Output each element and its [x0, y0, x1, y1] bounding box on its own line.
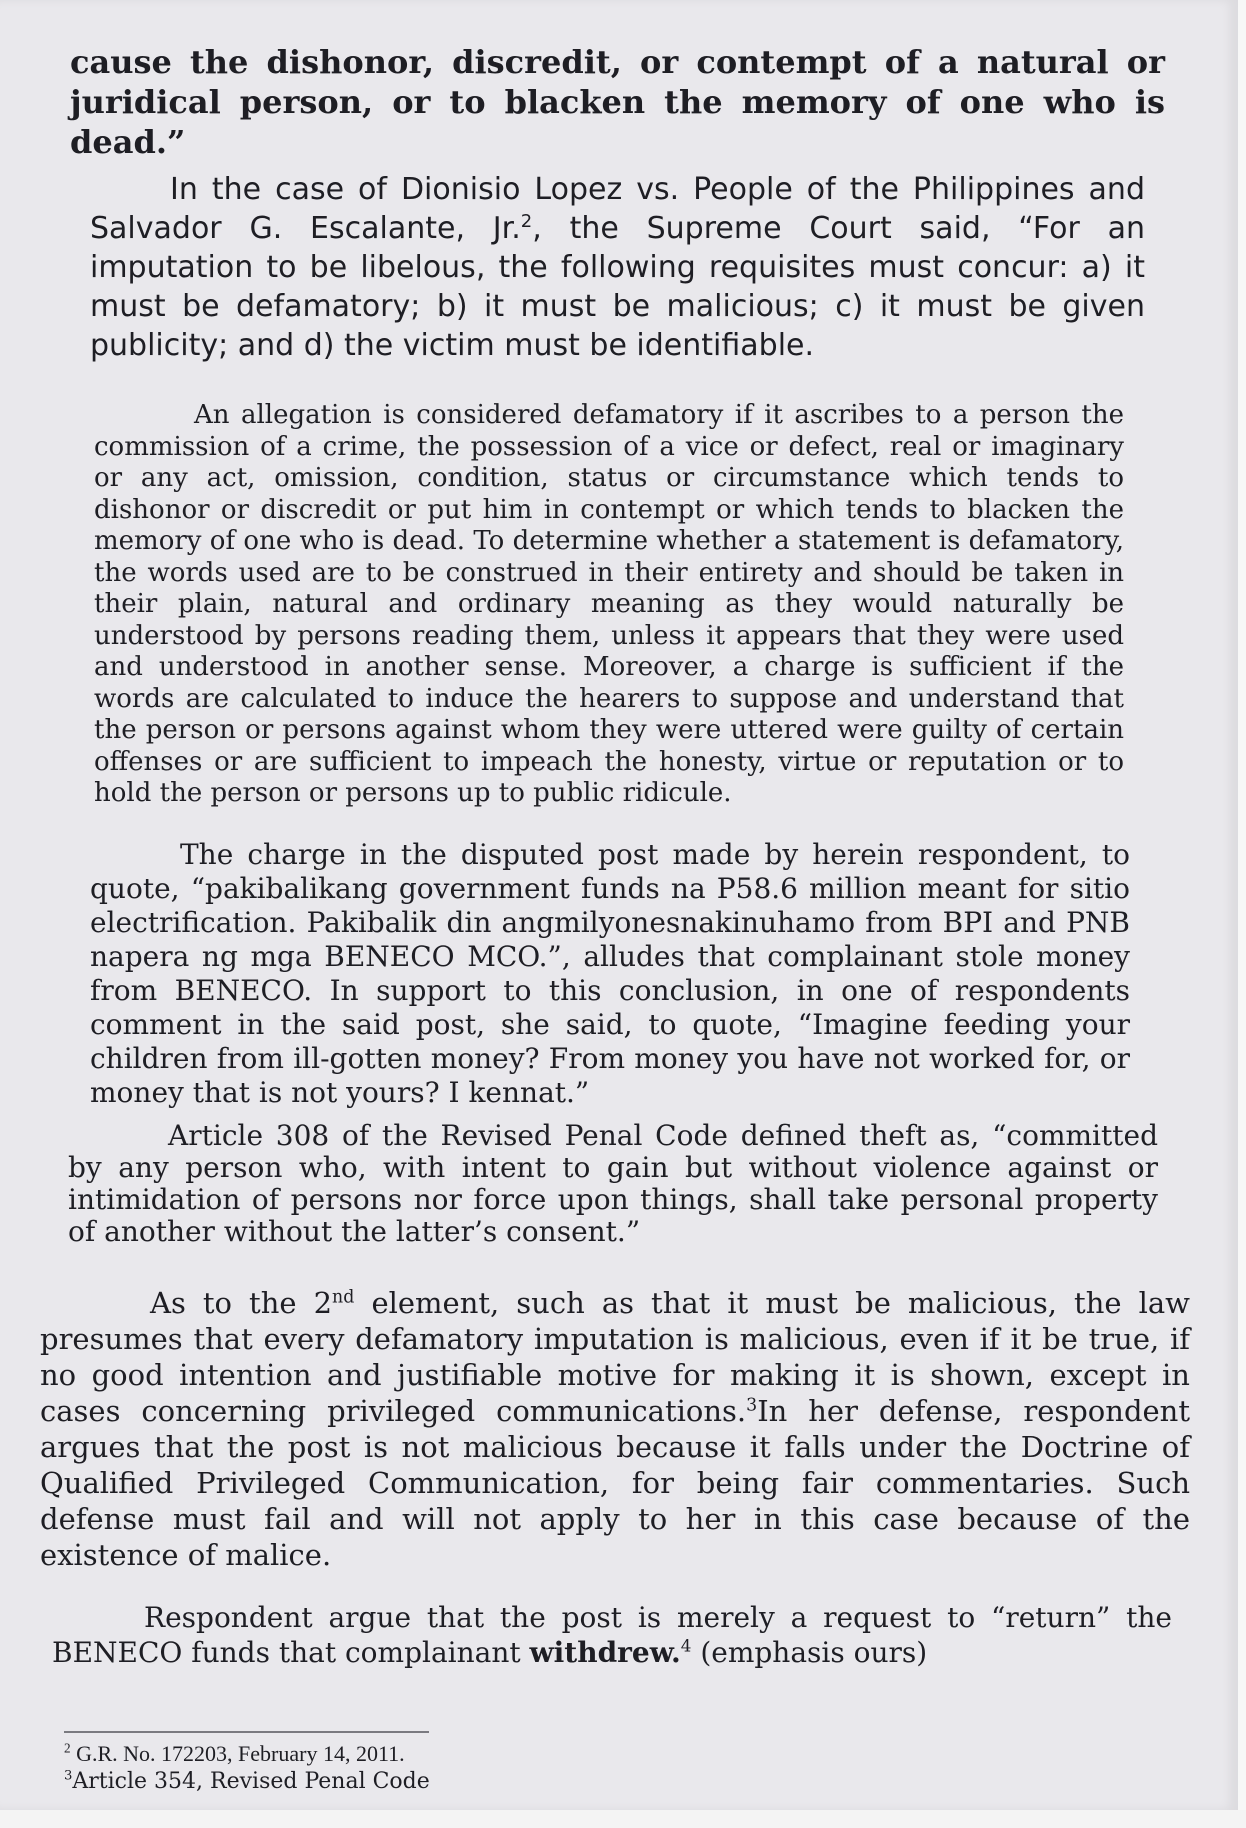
footnote-text: Article 354, Revised Penal Code: [72, 1769, 430, 1794]
paragraph-disputed-post: The charge in the disputed post made by herein respondent, to quote, “pakibalikang government funds na P58.6 million meant for sitio electrification. Pakibalik din angmilyonesnakinuhamo from BPI and PNB napera ng mga BENECO MCO.”, alludes that complainant stole money from BENECO. In support to this conclusion, in one of respondents comment in the said post, she said, to quote, “Imagine feeding your children from ill-gotten money? From money you have not worked for, or money that is not yours? I kennat.”: [90, 838, 1130, 1109]
footnote-mark: 3: [64, 1768, 73, 1784]
paragraph-text: , the Supreme Court said, “For an imputation to be libelous, the following requisites must concur: a) it must be defamatory; b) it must be malicious; c) it must be given publicity; and d) the victim must be identifiable.: [90, 211, 1145, 363]
paragraph-lopez-case: [90, 170, 1145, 365]
paragraph-text: In her defense, respondent argues that the post is not malicious because it falls under the Doctrine of Qualified Privileged Communication, for being fair commentaries. Such defense must fail and will not apply to her in this case because of the existence of malice.: [40, 1394, 1190, 1572]
bottom-margin: [0, 1810, 1246, 1828]
paragraph-defamatory-meaning: An allegation is considered defamatory if it ascribes to a person the commission of a crime, the possession of a vice or defect, real or imaginary or any act, omission, condition, status or circumstance which tends to dishonor or discredit or put him in contempt or which tends to blacken the memory of one who is dead. To determine whether a statement is defamatory, the words used are to be construed in their entirety and should be taken in their plain, natural and ordinary meaning as they would naturally be understood by persons reading them, unless it appears that they were used and understood in another sense. Moreover, a charge is sufficient if the words are calculated to induce the hearers to suppose and understand that the person or persons against whom they were uttered were guilty of certain offenses or are sufficient to impeach the honesty, virtue or reputation or to hold the person or persons up to public ridicule.: [94, 400, 1124, 808]
paragraph-definition-end: cause the dishonor, discredit, or contempt of a natural or juridical person, or to blacken the memory of one who is dead.”: [70, 43, 1165, 161]
paragraph-text: Respondent argue that the post is merely a request to “return” the BENECO funds that complainant: [52, 1601, 1172, 1669]
paragraph-article-308: Article 308 of the Revised Penal Code defined theft as, “committed by any person who, with intent to gain but without violence against or intimidation of persons nor force upon things, shall take personal property of another without the latter’s consent.”: [68, 1119, 1158, 1248]
ordinal-suffix: nd: [332, 1287, 355, 1308]
footnote-mark: 2: [64, 1740, 71, 1756]
paragraph-second-element: [40, 1285, 1190, 1573]
paragraph-text: In the case of Dionisio Lopez vs. People of the Philippines and Salvador G. Escalante, Jr.: [90, 172, 1145, 246]
paragraph-text: element, such as that it must be malicious, the law presumes that every defamatory imputation is malicious, even if it be true, if no good intention and justifiable motive for making it is shown, except in cases concerning privileged communications.: [40, 1286, 1190, 1428]
footnote-ref: 4: [680, 1635, 692, 1656]
footnote-text: G.R. No. 172203, February 14, 2011.: [70, 1741, 405, 1766]
paragraph-respondent-argue: [52, 1600, 1172, 1670]
paragraph-text: (emphasis ours): [691, 1636, 928, 1669]
footnote-divider: [64, 1731, 429, 1733]
page-edge: [1238, 0, 1246, 1828]
footnote-3: [64, 1768, 430, 1796]
footnote-ref: 3: [746, 1395, 758, 1416]
footnote-ref: 2: [520, 211, 533, 232]
emphasized-word: withdrew.: [529, 1636, 681, 1669]
footnote-2: [64, 1740, 405, 1768]
paragraph-text: As to the 2: [150, 1286, 333, 1320]
